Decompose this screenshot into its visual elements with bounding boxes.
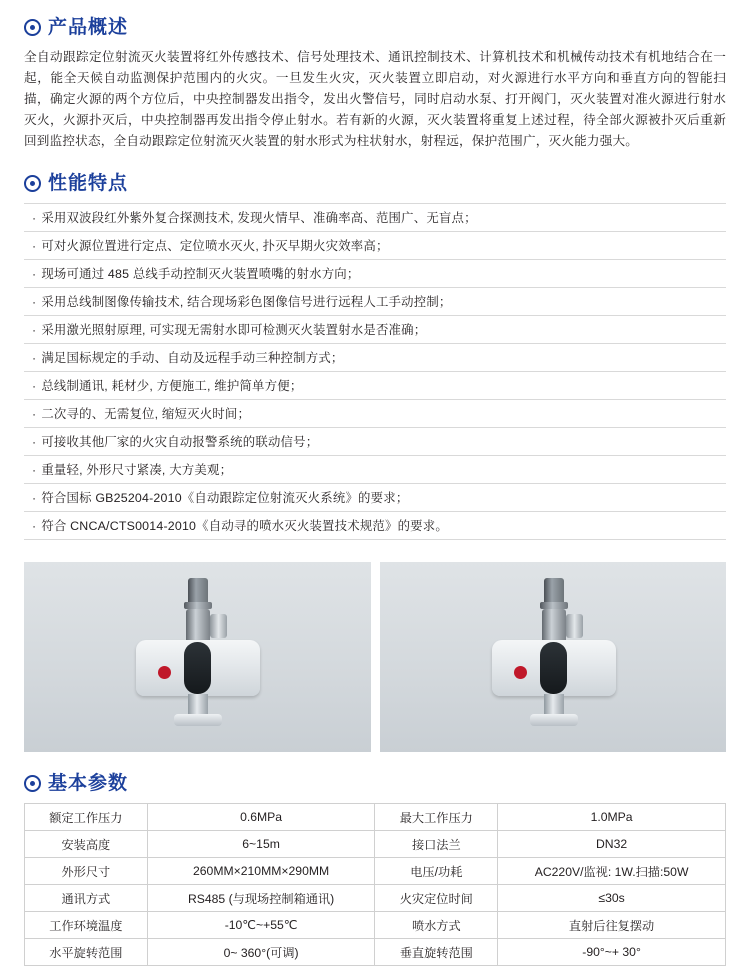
- bullet-icon: ·: [32, 323, 37, 337]
- param-value: 0.6MPa: [147, 804, 375, 831]
- param-value: AC220V/监视: 1W.扫描:50W: [498, 858, 726, 885]
- param-value: -10℃~+55℃: [147, 912, 375, 939]
- sensor-icon: [210, 614, 227, 638]
- param-value: 0~ 360°(可调): [147, 939, 375, 966]
- bullet-icon: ·: [32, 491, 37, 505]
- sensor-icon: [566, 614, 583, 638]
- section-title-params: 基本参数: [48, 773, 129, 794]
- device-illustration: [122, 578, 272, 738]
- section-heading-features: [24, 174, 726, 193]
- list-item: [24, 288, 726, 316]
- bullet-icon: ·: [32, 519, 37, 533]
- section-title-overview: 产品概述: [48, 17, 129, 38]
- overview-paragraph: 全自动跟踪定位射流灭火装置将红外传感技术、信号处理技术、通讯控制技术、计算机技术和机械传动技术有机地结合在一起，能全天候自动监测保护范围内的火灾。一旦发生火灾，灭火装置立即启动，对火源进行水平方向和垂直方向的智能扫描，确定火源的两个方位后，中央控制器发出指令，发出火警信号，同时启动水泵、打开阀门，灭火装置对准火源进行射水灭火，火源扑灭后，中央控制器再发出指令停止射水。若有新的火源，灭火装置将重复上述过程，待全部火源被扑灭后重新回到监控状态，全自动跟踪定位射流灭火装置的射水形式为柱状射水，射程远，保护范围广，灭火能力强大。: [24, 50, 726, 148]
- section-heading-overview: [24, 18, 726, 37]
- list-item: [24, 260, 726, 288]
- param-value: 260MM×210MM×290MM: [147, 858, 375, 885]
- nozzle-ring-icon: [540, 602, 568, 609]
- list-item: [24, 456, 726, 484]
- feature-text: 符合国标 GB25204-2010《自动跟踪定位射流灭火系统》的要求；: [41, 491, 409, 505]
- param-label: 工作环境温度: [25, 912, 148, 939]
- feature-text: 采用总线制图像传输技术, 结合现场彩色图像信号进行远程人工手动控制；: [41, 295, 452, 309]
- feature-text: 可接收其他厂家的火灾自动报警系统的联动信号；: [41, 435, 319, 449]
- feature-text: 可对火源位置进行定点、定位喷水灭火, 扑灭早期火灾效率高；: [41, 239, 389, 253]
- mount-stem: [188, 694, 208, 716]
- list-item: [24, 344, 726, 372]
- feature-text: 重量轻, 外形尺寸紧凑, 大方美观；: [41, 463, 233, 477]
- product-photo-side: [380, 562, 727, 752]
- feature-text: 总线制通讯, 耗材少, 方便施工, 维护简单方便；: [41, 379, 303, 393]
- list-item: [24, 316, 726, 344]
- table-row: [25, 939, 726, 966]
- param-label: 水平旋转范围: [25, 939, 148, 966]
- param-label: 电压/功耗: [375, 858, 498, 885]
- feature-text: 符合 CNCA/CTS0014-2010《自动寻的喷水灭火装置技术规范》的要求。: [41, 519, 448, 533]
- list-item: [24, 232, 726, 260]
- bullet-icon: ·: [32, 295, 37, 309]
- table-row: [25, 831, 726, 858]
- param-label: 最大工作压力: [375, 804, 498, 831]
- lens-icon: [184, 642, 211, 694]
- nozzle-icon: [544, 578, 564, 604]
- list-item: [24, 372, 726, 400]
- mount-base: [174, 714, 222, 726]
- target-circle-icon: [24, 19, 41, 36]
- feature-text: 现场可通过 485 总线手动控制灭火装置喷嘴的射水方向；: [41, 267, 360, 281]
- mount-stem: [544, 694, 564, 716]
- param-value: RS485 (与现场控制箱通讯): [147, 885, 375, 912]
- param-label: 喷水方式: [375, 912, 498, 939]
- bullet-icon: ·: [32, 351, 37, 365]
- device-illustration: [478, 578, 628, 738]
- list-item: [24, 400, 726, 428]
- bullet-icon: ·: [32, 463, 37, 477]
- param-value: 6~15m: [147, 831, 375, 858]
- nozzle-ring-icon: [184, 602, 212, 609]
- product-image-gallery: [24, 562, 726, 752]
- table-row: [25, 858, 726, 885]
- feature-list: [24, 203, 726, 540]
- table-row: [25, 885, 726, 912]
- section-heading-params: [24, 774, 726, 793]
- param-label: 外形尺寸: [25, 858, 148, 885]
- table-row: [25, 912, 726, 939]
- target-circle-icon: [24, 775, 41, 792]
- param-value: 直射后往复摆动: [498, 912, 726, 939]
- nozzle-icon: [188, 578, 208, 604]
- bullet-icon: ·: [32, 379, 37, 393]
- brand-logo-icon: [158, 666, 171, 679]
- list-item: [24, 484, 726, 512]
- param-label: 额定工作压力: [25, 804, 148, 831]
- feature-text: 采用激光照射原理, 可实现无需射水即可检测灭火装置射水是否准确；: [41, 323, 427, 337]
- param-value: -90°~+ 30°: [498, 939, 726, 966]
- bullet-icon: ·: [32, 239, 37, 253]
- param-label: 垂直旋转范围: [375, 939, 498, 966]
- param-label: 接口法兰: [375, 831, 498, 858]
- param-value: 1.0MPa: [498, 804, 726, 831]
- param-label: 通讯方式: [25, 885, 148, 912]
- parameters-table: [24, 803, 726, 966]
- product-photo-front: [24, 562, 371, 752]
- param-value: DN32: [498, 831, 726, 858]
- param-label: 安装高度: [25, 831, 148, 858]
- bullet-icon: ·: [32, 435, 37, 449]
- mount-base: [530, 714, 578, 726]
- list-item: [24, 204, 726, 232]
- list-item: [24, 512, 726, 540]
- param-label: 火灾定位时间: [375, 885, 498, 912]
- list-item: [24, 428, 726, 456]
- brand-logo-icon: [514, 666, 527, 679]
- bullet-icon: ·: [32, 407, 37, 421]
- table-row: [25, 804, 726, 831]
- feature-text: 采用双波段红外紫外复合探测技术, 发现火情早、准确率高、范围广、无盲点；: [41, 211, 477, 225]
- bullet-icon: ·: [32, 211, 37, 225]
- lens-icon: [540, 642, 567, 694]
- bullet-icon: ·: [32, 267, 37, 281]
- feature-text: 满足国标规定的手动、自动及远程手动三种控制方式；: [41, 351, 344, 365]
- param-value: ≤30s: [498, 885, 726, 912]
- feature-text: 二次寻的、无需复位, 缩短灭火时间；: [41, 407, 251, 421]
- section-title-features: 性能特点: [48, 173, 129, 194]
- target-circle-icon: [24, 175, 41, 192]
